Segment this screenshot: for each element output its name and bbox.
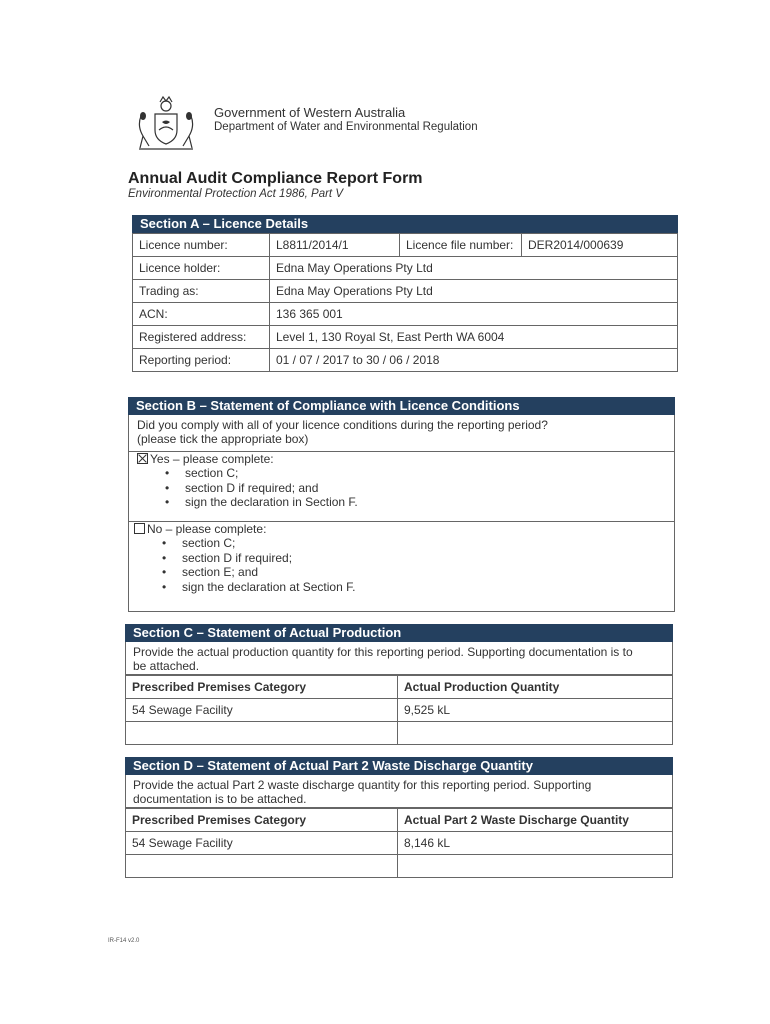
list-item: • section E; and <box>182 565 669 580</box>
no-label: No – please complete: <box>147 522 267 536</box>
table-row <box>133 349 678 372</box>
list-item: • sign the declaration in Section F. <box>185 495 666 510</box>
list-item: • section D if required; <box>182 551 669 566</box>
discharge-table <box>125 808 673 878</box>
table-row <box>126 809 673 832</box>
category-cell: 54 Sewage Facility <box>126 832 398 855</box>
table-row <box>126 722 673 745</box>
address-value: Level 1, 130 Royal St, East Perth WA 6004 <box>270 326 678 349</box>
list-item: • sign the declaration at Section F. <box>182 580 669 595</box>
licence-number-label: Licence number: <box>133 234 270 257</box>
table-row <box>126 855 673 878</box>
government-name: Government of Western Australia <box>214 105 406 120</box>
form-title: Annual Audit Compliance Report Form <box>128 170 423 187</box>
table-row <box>126 832 673 855</box>
discharge-intro-line1: Provide the actual Part 2 waste discharge quantity for this reporting period. Supporting <box>133 778 592 792</box>
empty-cell <box>126 722 398 745</box>
discharge-intro-line2: documentation is to be attached. <box>133 792 307 806</box>
form-code: IR-F14 v2.0 <box>108 938 140 944</box>
wa-coat-of-arms-logo <box>131 94 201 154</box>
yes-option-box <box>128 452 675 522</box>
production-table <box>125 675 673 745</box>
production-intro-line1: Provide the actual production quantity for this reporting period. Supporting documentation is to <box>133 645 633 659</box>
table-row <box>126 699 673 722</box>
empty-cell <box>398 722 673 745</box>
licence-details-table <box>132 233 678 372</box>
empty-cell <box>126 855 398 878</box>
table-row <box>133 303 678 326</box>
compliance-instruction: (please tick the appropriate box) <box>137 432 309 446</box>
trading-value: Edna May Operations Pty Ltd <box>270 280 678 303</box>
column-header-quantity: Actual Part 2 Waste Discharge Quantity <box>398 809 673 832</box>
section-a-heading: Section A – Licence Details <box>132 215 678 233</box>
compliance-question-box <box>128 415 675 452</box>
quantity-cell: 8,146 kL <box>398 832 673 855</box>
discharge-intro-box <box>125 775 673 808</box>
table-row <box>133 280 678 303</box>
list-item: • section D if required; and <box>185 481 666 496</box>
compliance-question: Did you comply with all of your licence conditions during the reporting period? <box>137 418 548 432</box>
address-label: Registered address: <box>133 326 270 349</box>
section-b-heading: Section B – Statement of Compliance with Licence Conditions <box>128 397 675 415</box>
yes-items-list <box>137 466 666 510</box>
section-c-heading: Section C – Statement of Actual Production <box>125 624 673 642</box>
table-row <box>126 676 673 699</box>
category-cell: 54 Sewage Facility <box>126 699 398 722</box>
holder-value: Edna May Operations Pty Ltd <box>270 257 678 280</box>
list-item: • section C; <box>185 466 666 481</box>
holder-label: Licence holder: <box>133 257 270 280</box>
production-intro-box <box>125 642 673 675</box>
table-row <box>133 326 678 349</box>
column-header-category: Prescribed Premises Category <box>126 676 398 699</box>
period-value: 01 / 07 / 2017 to 30 / 06 / 2018 <box>270 349 678 372</box>
column-header-quantity: Actual Production Quantity <box>398 676 673 699</box>
acn-label: ACN: <box>133 303 270 326</box>
section-d-heading: Section D – Statement of Actual Part 2 Waste Discharge Quantity <box>125 757 673 775</box>
trading-label: Trading as: <box>133 280 270 303</box>
form-subtitle: Environmental Protection Act 1986, Part V <box>128 188 343 200</box>
no-items-list <box>134 536 669 594</box>
licence-number-value: L8811/2014/1 <box>270 234 400 257</box>
acn-value: 136 365 001 <box>270 303 678 326</box>
yes-checkbox[interactable] <box>137 453 148 464</box>
empty-cell <box>398 855 673 878</box>
quantity-cell: 9,525 kL <box>398 699 673 722</box>
department-name: Department of Water and Environmental Regulation <box>214 121 478 133</box>
no-checkbox[interactable] <box>134 523 145 534</box>
licence-file-label: Licence file number: <box>400 234 522 257</box>
column-header-category: Prescribed Premises Category <box>126 809 398 832</box>
table-row <box>133 257 678 280</box>
list-item: • section C; <box>182 536 669 551</box>
no-option-box <box>128 522 675 612</box>
licence-file-value: DER2014/000639 <box>522 234 678 257</box>
yes-label: Yes – please complete: <box>150 452 274 466</box>
table-row <box>133 234 678 257</box>
period-label: Reporting period: <box>133 349 270 372</box>
production-intro-line2: be attached. <box>133 659 200 673</box>
